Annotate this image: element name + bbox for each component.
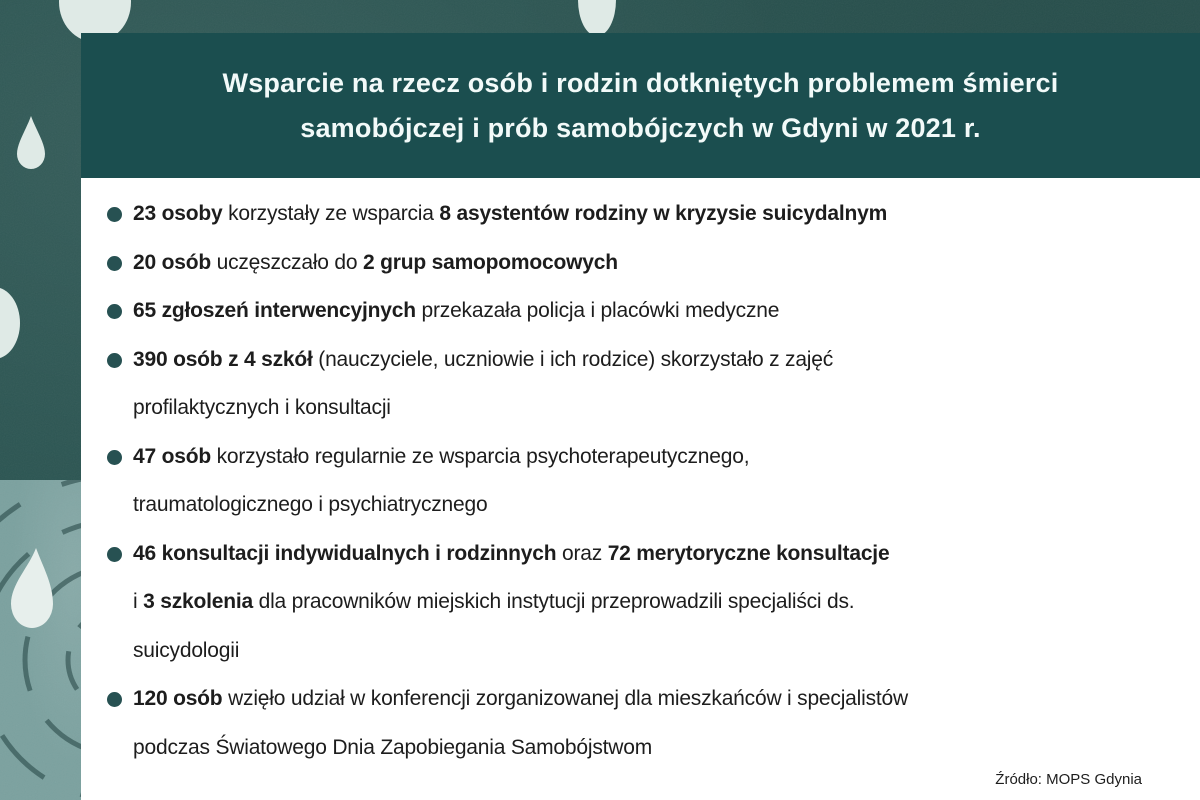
- list-item: [81, 433, 1200, 530]
- bullet-text: korzystało regularnie ze wsparcia psychoterapeutycznego,: [210, 444, 750, 468]
- bullet-text-bold: 3 szkolenia: [143, 590, 253, 613]
- list-item: [81, 675, 1200, 772]
- bullet-text-bold: 47 osób: [133, 444, 211, 468]
- bullet-list: [81, 178, 1200, 772]
- bullet-text-bold: 8 asystentów rodziny w kryzysie suicydalnym: [439, 202, 888, 225]
- list-item: [81, 530, 1200, 676]
- bullet-text: oraz: [556, 541, 608, 565]
- bullet-text: wzięło udział w konferencji zorganizowanej dla mieszkańców i specjalistów: [222, 687, 908, 710]
- bullet-text: dla pracowników miejskich instytucji przeprowadzili specjaliści ds.: [252, 590, 855, 613]
- bullet-dot-icon: [107, 547, 122, 562]
- bullet-dot-icon: [107, 256, 122, 271]
- bullet-text: podczas Światowego Dnia Zapobiegania Samobójstwom: [133, 735, 653, 759]
- bullet-text: traumatologicznego i psychiatrycznego: [133, 493, 488, 516]
- bullet-text: korzystały ze wsparcia: [222, 202, 440, 225]
- bullet-text: i: [133, 590, 144, 613]
- bullet-text-bold: 23 osoby: [133, 202, 223, 225]
- list-item: [81, 336, 1200, 433]
- bullet-dot-icon: [107, 353, 122, 368]
- bullet-text: przekazała policja i placówki medyczne: [415, 299, 780, 322]
- list-item: [81, 287, 1200, 336]
- bullet-text: profilaktycznych i konsultacji: [133, 396, 391, 419]
- bullet-text-bold: 120 osób: [133, 687, 223, 710]
- bullet-dot-icon: [107, 304, 122, 319]
- bullet-text: (nauczyciele, uczniowie i ich rodzice) skorzystało z zajęć: [312, 347, 834, 371]
- bullet-dot-icon: [107, 207, 122, 222]
- bullet-text: suicydologii: [133, 638, 240, 662]
- bullet-text-bold: 20 osób: [133, 250, 211, 274]
- page-title-line1: Wsparcie na rzecz osób i rodzin dotkniętych problemem śmierci: [222, 67, 1059, 98]
- list-item: [81, 239, 1200, 288]
- bullet-text: uczęszczało do: [210, 250, 364, 274]
- source-note: Źródło: MOPS Gdynia: [995, 771, 1142, 788]
- list-item: [81, 190, 1200, 239]
- bullet-text-bold: 46 konsultacji indywidualnych i rodzinnych: [133, 541, 557, 565]
- bullet-text-bold: 65 zgłoszeń interwencyjnych: [133, 299, 416, 322]
- bullet-text-bold: 390 osób z 4 szkół: [133, 347, 313, 371]
- content-card: [81, 178, 1200, 800]
- bullet-text-bold: 2 grup samopomocowych: [363, 250, 618, 274]
- page-title-line2: samobójczej i prób samobójczych w Gdyni w 2021 r.: [300, 112, 981, 143]
- title-banner: [81, 33, 1200, 178]
- bullet-dot-icon: [107, 450, 122, 465]
- bullet-text-bold: 72 merytoryczne konsultacje: [607, 541, 890, 565]
- page-title: [223, 61, 1059, 151]
- bullet-dot-icon: [107, 692, 122, 707]
